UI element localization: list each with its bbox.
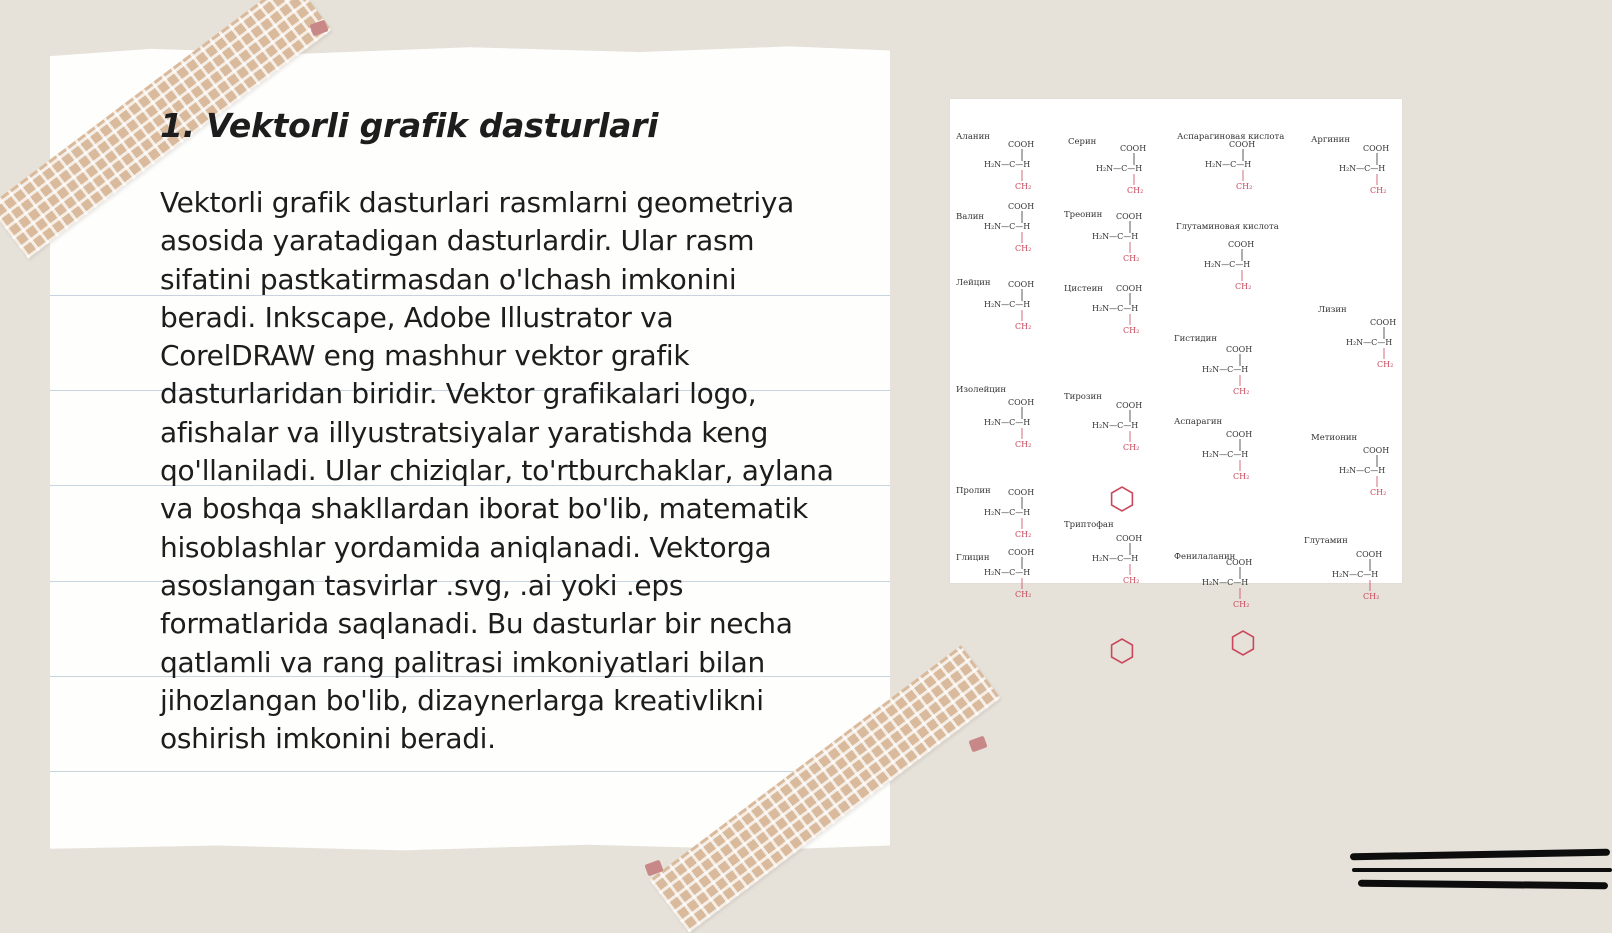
amino-acid-name: Цистеин — [1064, 284, 1103, 294]
side-chain: CH₂ — [1235, 282, 1252, 291]
alpha-carbon-row: H₂N—C—H — [1202, 365, 1249, 374]
alpha-carbon-row: H₂N—C—H — [1092, 304, 1139, 313]
amino-acid-name: Треонин — [1064, 210, 1103, 220]
side-chain: CH₂ — [1123, 576, 1140, 585]
carboxyl-group: COOH — [1116, 284, 1143, 293]
carboxyl-group: COOH — [1116, 534, 1143, 543]
side-chain: CH₂ — [1015, 440, 1032, 449]
side-chain: CH₂ — [1233, 600, 1250, 609]
side-chain: CH₂ — [1233, 472, 1250, 481]
alpha-carbon-row: H₂N—C—H — [984, 300, 1031, 309]
amino-acid-name: Метионин — [1311, 433, 1358, 443]
amino-acid-structures-image — [950, 99, 1402, 609]
slide-title: 1. Vektorli grafik dasturlari — [160, 106, 659, 145]
amino-acid-name: Тирозин — [1064, 392, 1102, 402]
amino-acid-name: Глутамин — [1304, 536, 1348, 546]
carboxyl-group: COOH — [1229, 140, 1256, 149]
carboxyl-group: COOH — [1228, 240, 1255, 249]
tape-tip — [968, 736, 987, 753]
amino-acid-name: Лейцин — [956, 278, 991, 288]
amino-acid-name: Аланин — [956, 132, 990, 142]
carboxyl-group: COOH — [1363, 144, 1390, 153]
side-chain: CH₂ — [1236, 182, 1253, 191]
side-chain: CH₂ — [1370, 488, 1387, 497]
alpha-carbon-row: H₂N—C—H — [984, 222, 1031, 231]
carboxyl-group: COOH — [1226, 345, 1253, 354]
amino-acid-name: Аспарагиновая кислота — [1177, 132, 1285, 142]
amino-acid-name: Лизин — [1318, 305, 1347, 315]
side-chain: CH₂ — [1123, 254, 1140, 263]
benzene-ring — [1112, 639, 1133, 663]
side-chain: CH₂ — [1127, 186, 1144, 195]
carboxyl-group: COOH — [1116, 401, 1143, 410]
alpha-carbon-row: H₂N—C—H — [1339, 466, 1386, 475]
amino-acid-name: Изолейцин — [956, 385, 1007, 395]
benzene-ring — [1233, 631, 1254, 655]
carboxyl-group: COOH — [1363, 446, 1390, 455]
side-chain: CH₂ — [1015, 182, 1032, 191]
alpha-carbon-row: H₂N—C—H — [1202, 578, 1249, 587]
carboxyl-group: COOH — [1116, 212, 1143, 221]
alpha-carbon-row: H₂N—C—H — [984, 418, 1031, 427]
alpha-carbon-row: H₂N—C—H — [1346, 338, 1393, 347]
alpha-carbon-row: H₂N—C—H — [1205, 160, 1252, 169]
carboxyl-group: COOH — [1226, 430, 1253, 439]
carboxyl-group: COOH — [1008, 398, 1035, 407]
amino-acid-name: Гистидин — [1174, 334, 1217, 344]
alpha-carbon-row: H₂N—C—H — [984, 508, 1031, 517]
alpha-carbon-row: H₂N—C—H — [1092, 232, 1139, 241]
side-chain: CH₂ — [1123, 443, 1140, 452]
amino-acid-name: Глицин — [956, 553, 990, 563]
side-chain: CH₂ — [1123, 326, 1140, 335]
carboxyl-group: COOH — [1008, 202, 1035, 211]
carboxyl-group: COOH — [1008, 280, 1035, 289]
side-chain: CH₂ — [1363, 592, 1380, 601]
alpha-carbon-row: H₂N—C—H — [1332, 570, 1379, 579]
alpha-carbon-row: H₂N—C—H — [1092, 554, 1139, 563]
amino-acid-name: Пролин — [956, 486, 991, 496]
side-chain: CH₂ — [1015, 244, 1032, 253]
amino-acid-name: Аспарагин — [1174, 417, 1223, 427]
amino-acid-name: Глутаминовая кислота — [1176, 222, 1279, 232]
amino-acid-structures-drawing — [950, 99, 1402, 609]
brush-stroke — [1352, 868, 1612, 872]
alpha-carbon-row: H₂N—C—H — [1202, 450, 1249, 459]
side-chain: CH₂ — [1015, 530, 1032, 539]
carboxyl-group: COOH — [1120, 144, 1147, 153]
alpha-carbon-row: H₂N—C—H — [1092, 421, 1139, 430]
side-chain: CH₂ — [1015, 322, 1032, 331]
amino-acid-name: Фенилаланин — [1174, 552, 1236, 562]
side-chain: CH₂ — [1015, 590, 1032, 599]
amino-acid-name: Валин — [956, 212, 985, 222]
side-chain: CH₂ — [1370, 186, 1387, 195]
amino-acid-name: Серин — [1068, 137, 1097, 147]
carboxyl-group: COOH — [1370, 318, 1397, 327]
alpha-carbon-row: H₂N—C—H — [1204, 260, 1251, 269]
brush-stroke — [1358, 880, 1608, 890]
carboxyl-group: COOH — [1008, 488, 1035, 497]
carboxyl-group: COOH — [1008, 548, 1035, 557]
side-chain: CH₂ — [1233, 387, 1250, 396]
slide-body-text: Vektorli grafik dasturlari rasmlarni geometriya asosida yaratadigan dasturlardir. Ular rasm sifatini pastkatirmasdan o'lchash imkonini beradi. Inkscape, Adobe Illustrator va CorelDRAW eng mashhur vektor grafik dasturlaridan biridir. Vektor grafikalari logo, afishalar va illyustratsiyalar yaratishda keng qo'llaniladi. Ular chiziqlar, to'rtburchaklar, aylana va boshqa shakllardan iborat bo'lib, matematik hisoblashlar yordamida aniqlanadi. Vektorga asoslangan tasvirlar .svg, .ai yoki .eps formatlarida saqlanadi. Bu dasturlar bir necha qatlamli va rang palitrasi imkoniyatlari bilan jihozlangan bo'lib, dizaynerlarga kreativlikni oshirish imkonini beradi. — [160, 186, 834, 756]
benzene-ring — [1112, 487, 1133, 511]
amino-acid-name: Аргинин — [1311, 135, 1350, 145]
alpha-carbon-row: H₂N—C—H — [1096, 164, 1143, 173]
paper-rule — [50, 771, 890, 772]
amino-acid-name: Триптофан — [1064, 520, 1114, 530]
carboxyl-group: COOH — [1356, 550, 1383, 559]
alpha-carbon-row: H₂N—C—H — [1339, 164, 1386, 173]
carboxyl-group: COOH — [1226, 558, 1253, 567]
alpha-carbon-row: H₂N—C—H — [984, 568, 1031, 577]
brush-stroke — [1350, 849, 1610, 861]
alpha-carbon-row: H₂N—C—H — [984, 160, 1031, 169]
side-chain: CH₂ — [1377, 360, 1394, 369]
carboxyl-group: COOH — [1008, 140, 1035, 149]
